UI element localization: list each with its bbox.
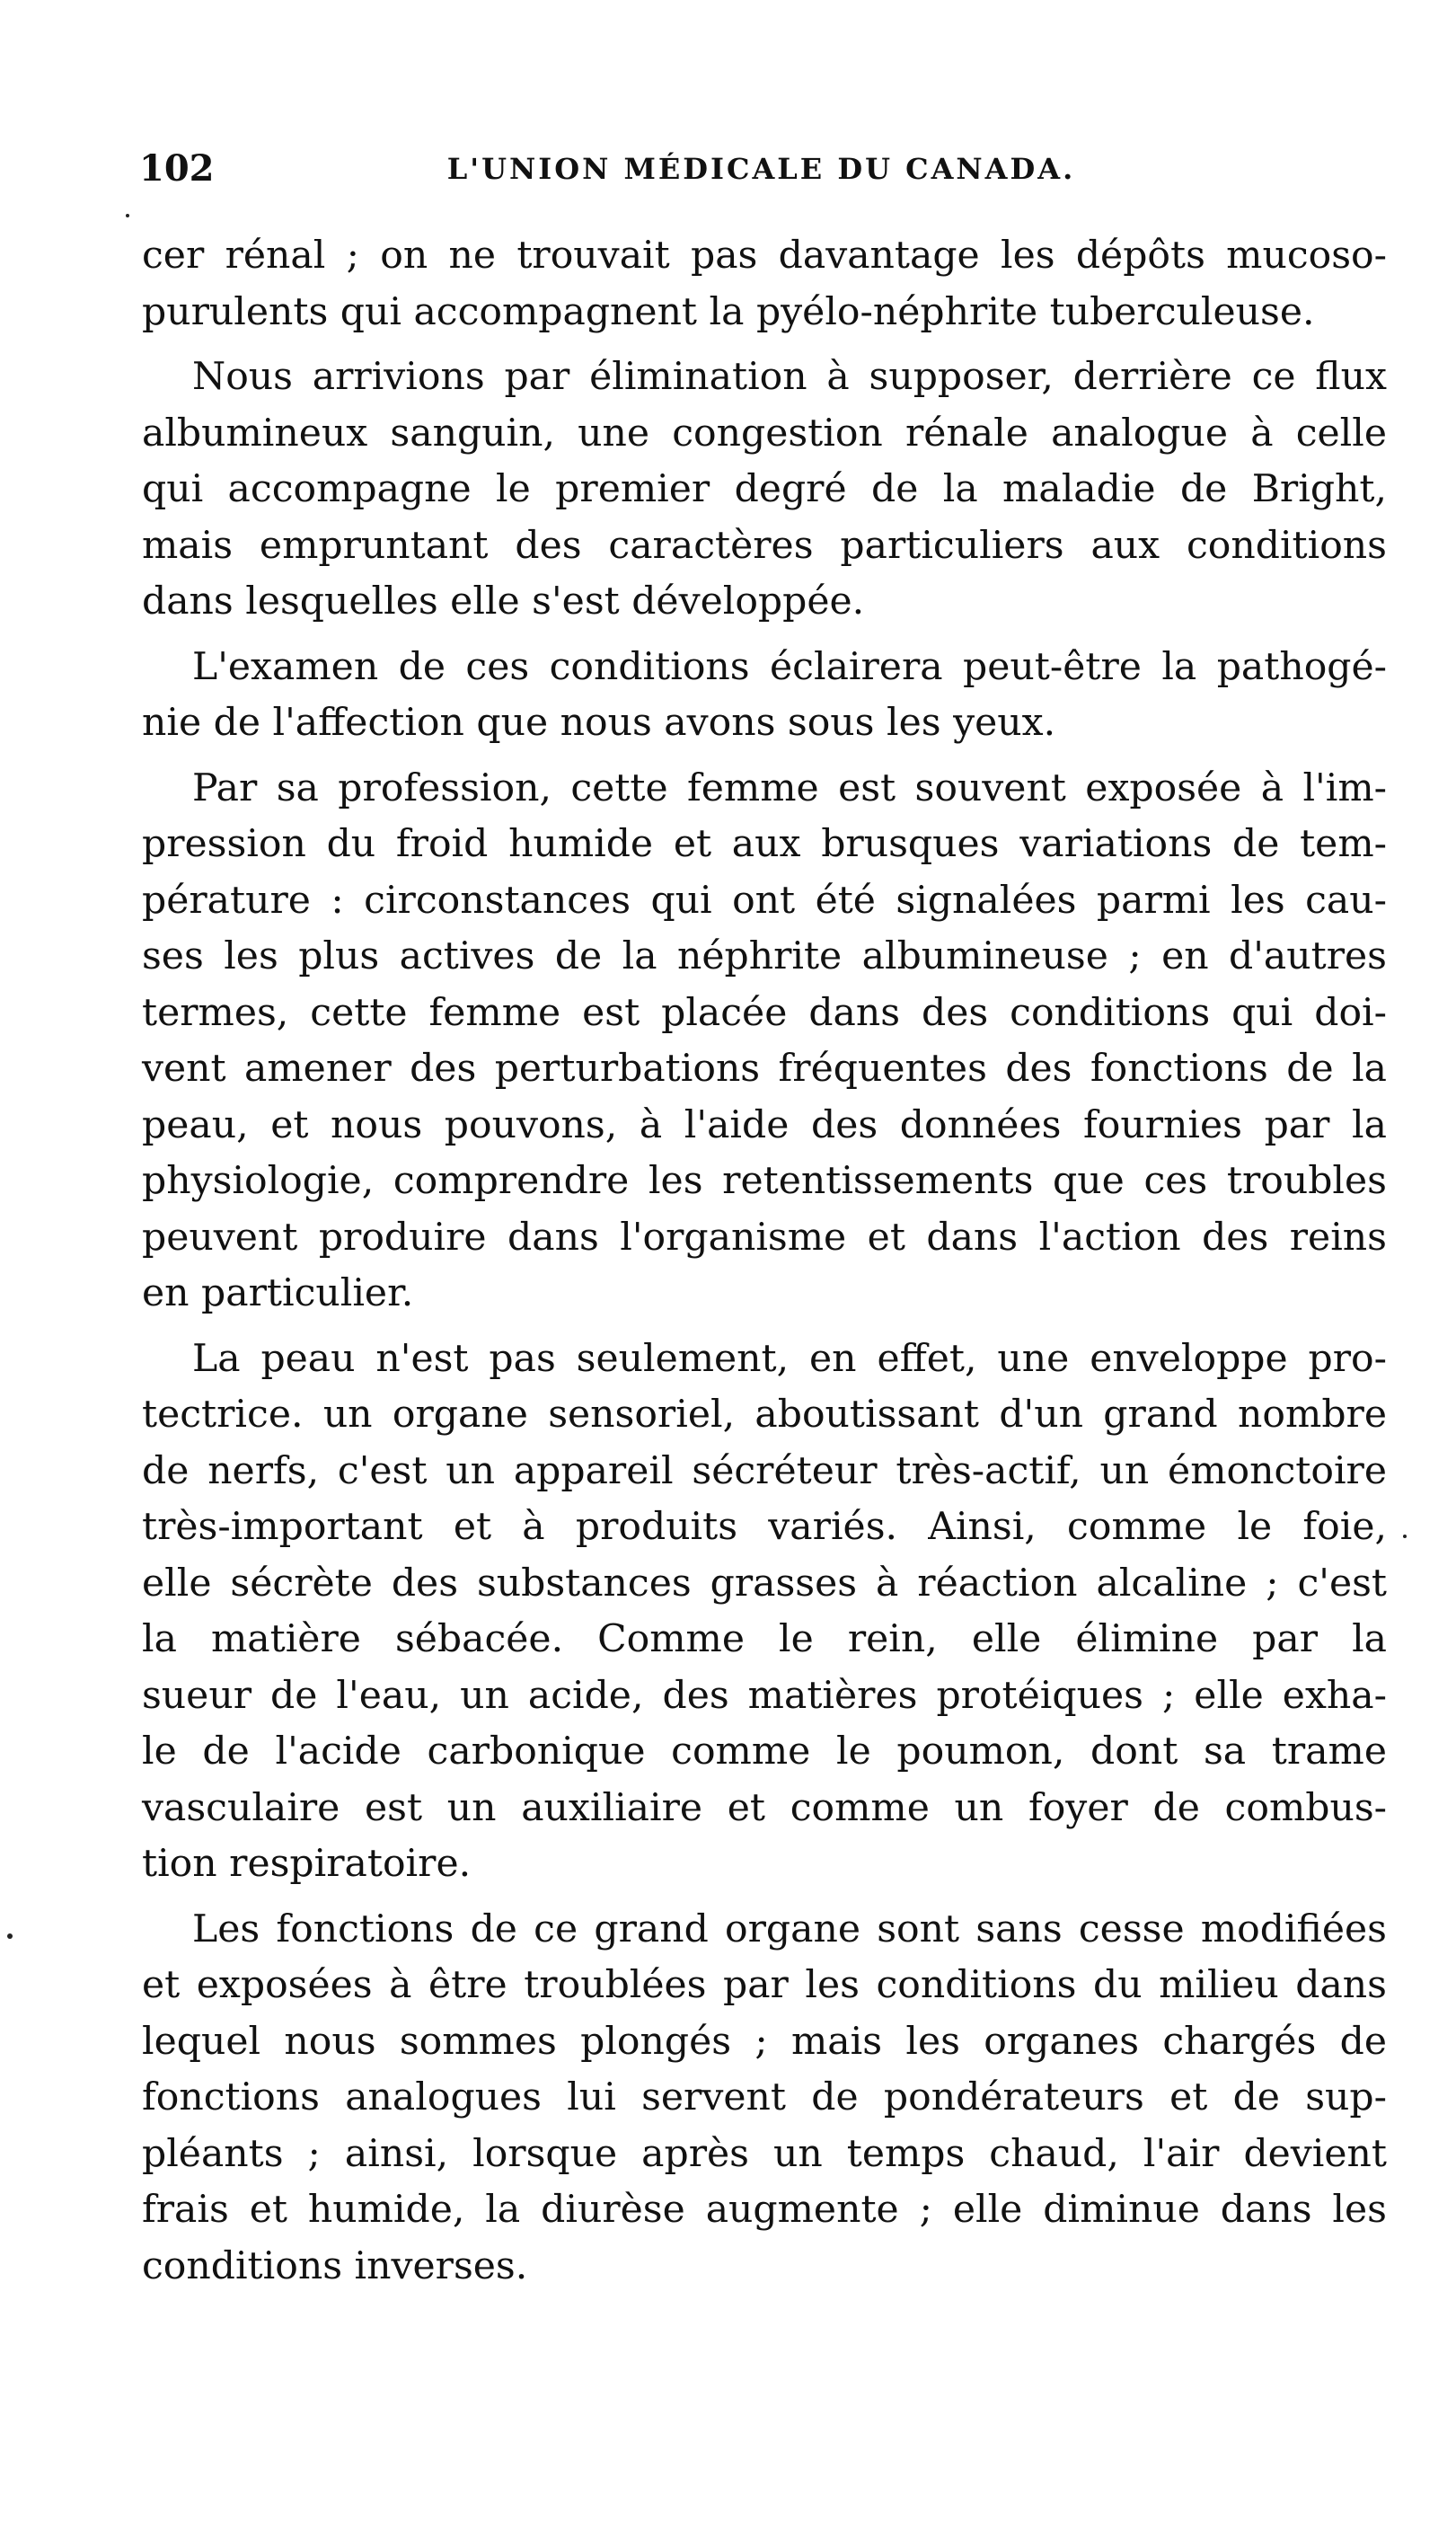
paragraph xyxy=(142,1332,1387,1893)
text-line: peau, et nous pouvons, à l'aide des données fournies par la xyxy=(142,1102,1387,1147)
text-line: albumineux sanguin, une congestion rénale analogue à celle xyxy=(142,411,1387,456)
text-line: elle sécrète des substances grasses à réaction alcaline ; c'est xyxy=(142,1561,1387,1606)
text-line: frais et humide, la diurèse augmente ; elle diminue dans les xyxy=(142,2188,1387,2232)
text-line: pression du froid humide et aux brusques variations de tem- xyxy=(142,822,1387,866)
paragraph xyxy=(142,761,1387,1323)
text-line: pléants ; ainsi, lorsque après un temps chaud, l'air devient xyxy=(142,2131,1387,2176)
text-line: purulents qui accompagnent la pyélo-néphrite tuberculeuse. xyxy=(142,289,1315,334)
text-line: Nous arrivions par élimination à supposer, derrière ce flux xyxy=(192,355,1387,399)
text-line: dans lesquelles elle s'est développée. xyxy=(142,579,865,624)
scan-speck xyxy=(126,214,129,217)
paragraph xyxy=(142,1902,1387,2296)
text-line: Les fonctions de ce grand organe sont sans cesse modifiées xyxy=(192,1907,1387,1951)
text-line: sueur de l'eau, un acide, des matières protéiques ; elle exha- xyxy=(142,1673,1387,1718)
page-header xyxy=(139,142,1383,196)
text-line: conditions inverses. xyxy=(142,2243,528,2288)
text-line: de nerfs, c'est un appareil sécréteur très-actif, un émonctoire xyxy=(142,1448,1387,1493)
scan-speck xyxy=(1403,1535,1407,1538)
paragraph xyxy=(142,228,1387,341)
text-line: fonctions analogues lui servent de pondérateurs et de sup- xyxy=(142,2075,1387,2119)
text-line: vasculaire est un auxiliaire et comme un foyer de combus- xyxy=(142,1785,1387,1830)
text-line: vent amener des perturbations fréquentes des fonctions de la xyxy=(142,1047,1387,1091)
text-line: très-important et à produits variés. Ainsi, comme le foie, xyxy=(142,1505,1387,1549)
scan-speck xyxy=(7,1933,13,1939)
text-line: lequel nous sommes plongés ; mais les organes chargés de xyxy=(142,2019,1387,2064)
text-line: peuvent produire dans l'organisme et dans l'action des reins xyxy=(142,1215,1387,1260)
text-line: cer rénal ; on ne trouvait pas davantage les dépôts mucoso- xyxy=(142,234,1387,278)
text-line: nie de l'affection que nous avons sous les yeux. xyxy=(142,701,1056,745)
running-head: L'UNION MÉDICALE DU CANADA. xyxy=(446,152,1076,186)
page-number: 102 xyxy=(139,147,215,190)
text-line: la matière sébacée. Comme le rein, elle élimine par la xyxy=(142,1617,1387,1661)
text-line: en particulier. xyxy=(142,1271,414,1315)
text-line: pérature : circonstances qui ont été signalées parmi les cau- xyxy=(142,878,1387,923)
text-line: tion respiratoire. xyxy=(142,1842,472,1886)
text-line: La peau n'est pas seulement, en effet, une enveloppe pro- xyxy=(192,1336,1387,1381)
text-line: termes, cette femme est placée dans des conditions qui doi- xyxy=(142,990,1387,1035)
text-line: ses les plus actives de la néphrite albumineuse ; en d'autres xyxy=(142,934,1387,978)
text-line: Par sa profession, cette femme est souvent exposée à l'im- xyxy=(192,765,1387,810)
paragraph xyxy=(142,349,1387,631)
body-text xyxy=(142,228,1387,2304)
paragraph xyxy=(142,640,1387,752)
text-line: et exposées à être troublées par les conditions du milieu dans xyxy=(142,1963,1387,2007)
text-line: tectrice. un organe sensoriel, aboutissant d'un grand nombre xyxy=(142,1393,1387,1437)
text-line: L'examen de ces conditions éclairera peut-être la pathogé- xyxy=(192,644,1387,689)
text-line: qui accompagne le premier degré de la maladie de Bright, xyxy=(142,467,1387,511)
text-line: mais empruntant des caractères particuliers aux conditions xyxy=(142,523,1387,568)
text-line: le de l'acide carbonique comme le poumon, dont sa trame xyxy=(142,1730,1387,1774)
text-line: physiologie, comprendre les retentissements que ces troubles xyxy=(142,1159,1387,1203)
